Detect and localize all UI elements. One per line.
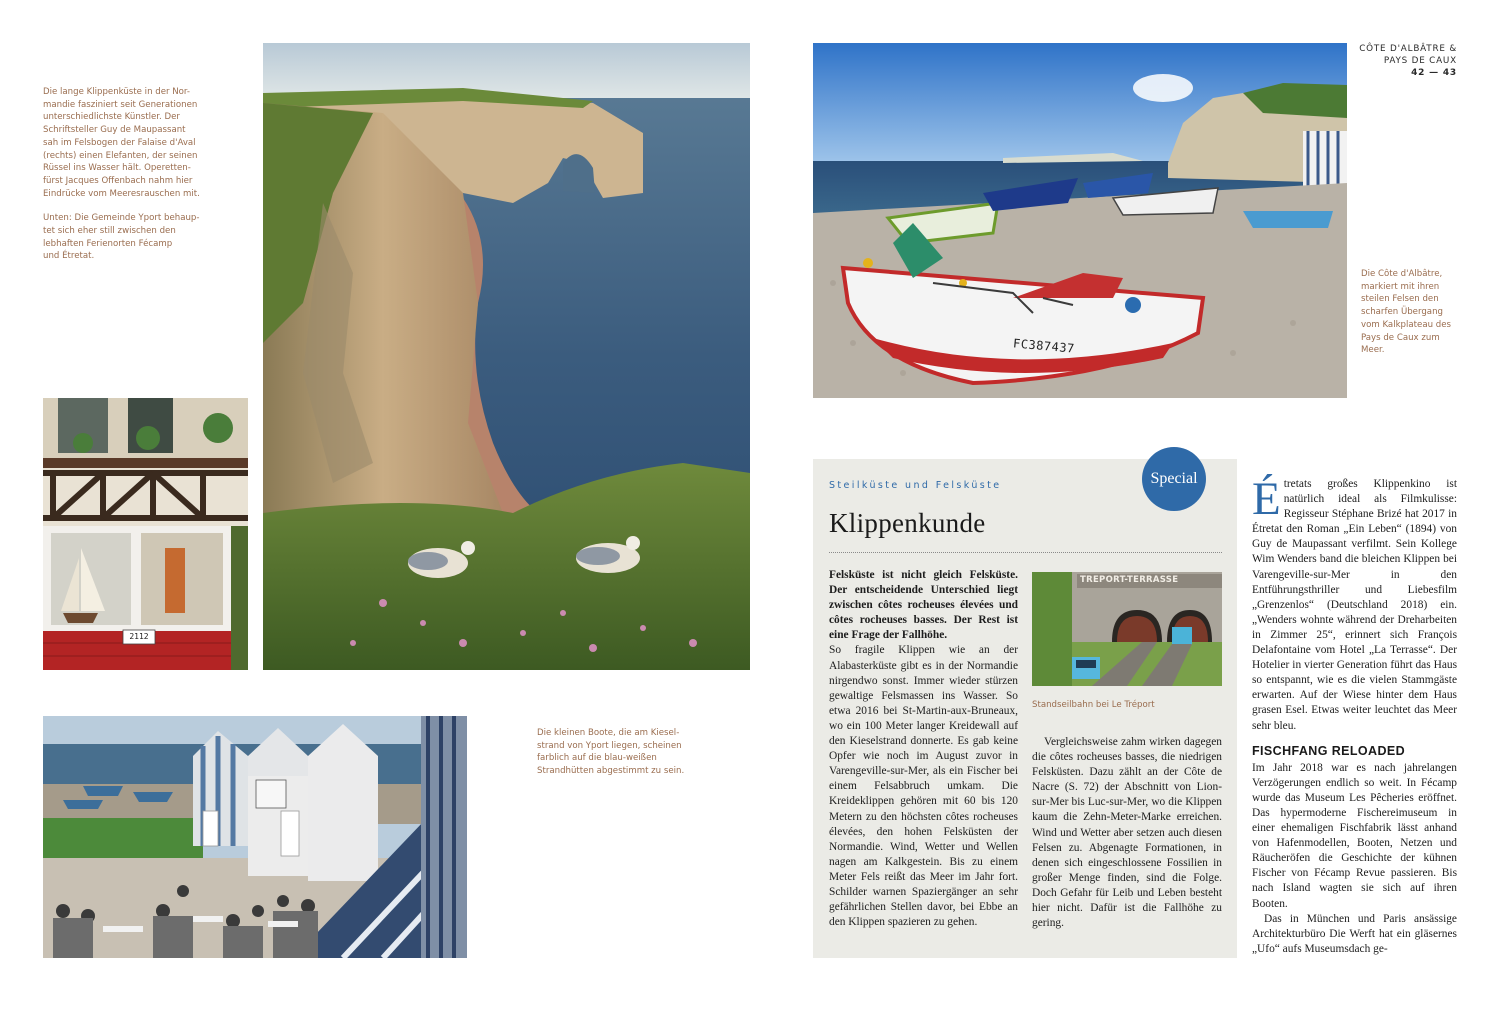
special-divider [829, 552, 1222, 553]
special-badge: Special [1142, 447, 1206, 511]
special-title: Klippenkunde [829, 508, 986, 538]
article-column [1252, 473, 1457, 957]
caption-cliffs-text: Die lange Klippenküste in der Nor- mandie fasziniert seit Generationen unterschiedlichste Künstler. Der Schriftsteller Guy de Maupassant sah im Felsbogen der Falaise d'Aval (rechts) einen Elefanten, der seinen Rüssel ins Wasser hält. Operetten- fürst Jacques Offenbach nahm hier Eindrücke vom Meeresrauschen mit. [43, 87, 200, 199]
running-head-line1: CÔTE D'ALBÂTRE & [1359, 44, 1457, 54]
boat-registration-number: FC387437 [1012, 336, 1076, 356]
article-p3: Das in München und Paris ansässige Architekturbüro Die Werft hat ein gläsernes „Ufo“ aufs Museumsdach ge- [1252, 912, 1457, 955]
photo-yport-house [43, 398, 248, 670]
photo-yport-beach-huts [43, 716, 467, 958]
house-number-plate: 2112 [129, 632, 149, 641]
caption-funicular: Standseilbahn bei Le Tréport [1032, 700, 1155, 710]
special-kicker: Steilküste und Felsküste [829, 480, 1002, 491]
article-heading: FISCHFANG RELOADED [1252, 743, 1406, 758]
special-col1-text: So fragile Klippen wie an der Alabasterküste gibt es in der Normandie nirgendwo sonst. Immer wieder stürzen gewaltige Felsmassen ins Wasser. So etwa 2016 bei St-Martin-aux-Bruneaux, wo ein 100 Meter langer Kreidewall auf den Kieselstrand donnerte. Es gab keine Opfer wie noch im August zuvor in Varengeville-sur-Mer, als ein Fischer bei einem Felsabbruch umkam. Die Kreideklippen gehören mit 60 bis 120 Metern zu den höchsten côtes rocheuses élevées, den hohen Felsküsten der Normandie. Wind, Wetter und Wellen nagen am Kalkgestein. Bis zu einem Meter Fels reißt das Meer im Jahr fort. Schilder warnen Spaziergänger an sehr gefährlichen Stellen davor, bei Ebbe an den Klippen spazieren zu gehen. [829, 644, 1018, 929]
drop-cap: É [1252, 473, 1281, 525]
funicular-sign: TREPORT-TERRASSE [1080, 575, 1179, 585]
caption-yport-text: Unten: Die Gemeinde Yport behaup- tet sich eher still zwischen den lebhaften Ferienorten Fécamp und Étretat. [43, 213, 200, 262]
article-p1 [1252, 473, 1457, 734]
special-column-2 [1032, 735, 1222, 931]
caption-cliffs [43, 86, 213, 275]
photo-etretat-cliffs [263, 43, 750, 670]
page-numbers: 42 — 43 [1411, 68, 1457, 78]
article-p2: Im Jahr 2018 war es nach jahrelangen Verzögerungen endlich so weit. In Fécamp wurde das Museum Les Pêcheries eröffnet. Das hypermoderne Fischereimuseum in einer ehemaligen Fischfabrik lässt anhand von Hafenmodellen, Booten, Netzen und Räucheröfen die Geschichte der kühnen Fischer von Fécamp Revue passieren. Bis nach Island wagten sie sich auf ihren Booten. [1252, 761, 1457, 910]
special-col2-text: Vergleichsweise zahm wirken dagegen die côtes rocheuses basses, die niedrigen Felsküsten. Dazu zählt an der Côte de Nacre (S. 72) der Abschnitt von Lion-sur-Mer bis Luc-sur-Mer, wo die Klippen kaum die Zehn-Meter-Marke erreichen. Wind und Wetter aber setzen auch diesen Felsen zu. Abgenagte Formationen, in denen sich eingeschlossene Fossilien in großer Menge finden, sind die Folge. Doch Gefahr für Leib und Leben besteht hier nicht. Dafür ist die Fallhöhe zu gering. [1032, 736, 1222, 930]
special-column-1 [829, 568, 1018, 930]
running-head-line2: PAYS DE CAUX [1383, 56, 1457, 66]
photo-boats-beach [813, 43, 1347, 398]
special-lead: Felsküste ist nicht gleich Felsküste. Der entscheidende Unterschied liegt zwischen côtes rocheuses élevées und côtes rocheuses basses. Der Rest ist eine Frage der Fallhöhe. [829, 569, 1018, 642]
photo-funicular-le-treport [1032, 572, 1222, 686]
caption-cote-albatre: Die Côte d'Albâtre, markiert mit ihren steilen Felsen den scharfen Übergang vom Kalkplateau des Pays de Caux zum Meer. [1361, 269, 1451, 356]
caption-boats: Die kleinen Boote, die am Kiesel- strand von Yport liegen, scheinen farblich auf die blau-weißen Strandhütten abgestimmt zu sein. [537, 728, 685, 777]
article-p1-text: tretats großes Klippenkino ist natürlich ideal als Filmkulisse: Regisseur Stéphane Brizé hat 2017 in Étretat den Roman „Ein Leben“ (1894) von Guy de Maupassant verfilmt. Sein Kollege Wim Wenders band die bleichen Klippen bei Varengeville-sur-Mer in den Entführungsthriller und Liebesfilm „Grenzenlos“ (Deutschland 2018) ein. „Wenders wohnte während der Dreharbeiten in Zimmer 25“, erinnert sich François Delafontaine vom Hotel „La Terrasse“. Der Hotelier in vierter Generation führt das Haus so entspannt, wie es die vielen Stammgäste erwarten. Auf der Wiese hinter dem Haus grasen Esel. Etwas weiter leuchtet das Meer sehr bleu. [1252, 478, 1457, 732]
